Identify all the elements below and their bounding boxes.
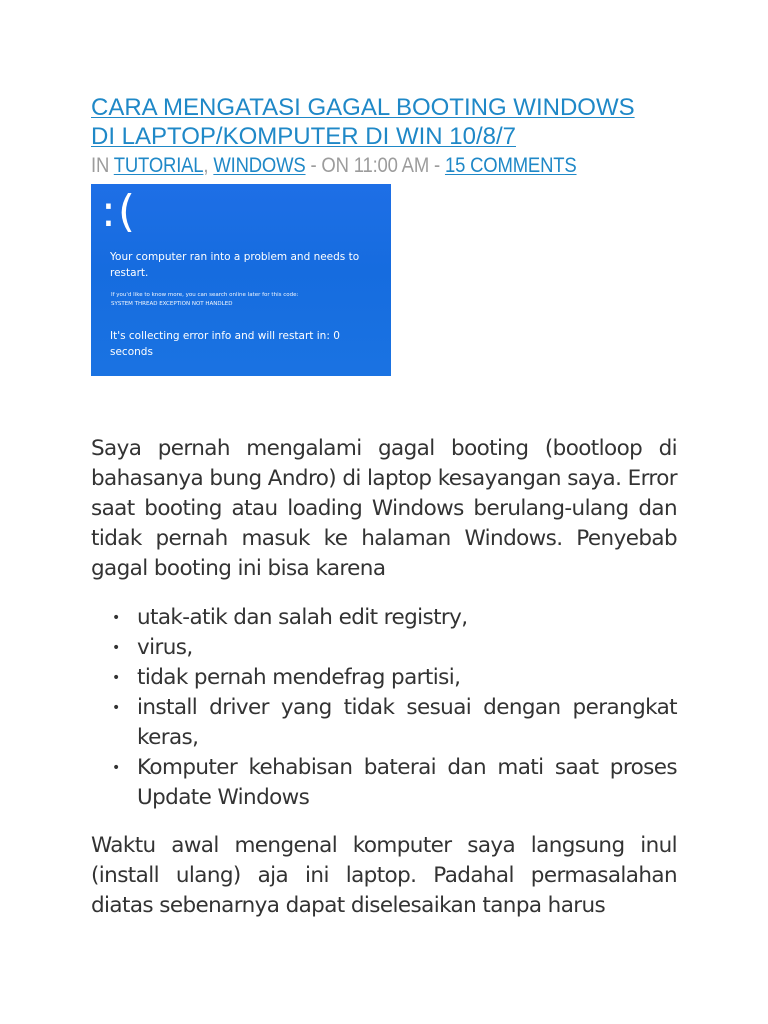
category-link-tutorial[interactable]: TUTORIAL — [113, 154, 204, 177]
post-title-line-2[interactable]: DI LAPTOP/KOMPUTER DI WIN 10/8/7 — [91, 123, 516, 150]
list-item — [91, 603, 677, 633]
bsod-message: Your computer ran into a problem and needs to restart. — [110, 251, 360, 279]
bsod-info-block — [111, 291, 381, 309]
meta-timestamp: - ON 11:00 AM - — [310, 154, 441, 177]
meta-separator: , — [203, 154, 209, 177]
list-item — [91, 663, 677, 693]
list-item-text: virus, — [137, 635, 193, 660]
list-item-text: tidak pernah mendefrag partisi, — [137, 665, 461, 690]
intro-paragraph: Saya pernah mengalami gagal booting (bootloop di bahasanya bung Andro) di laptop kesayangan saya. Error saat booting atau loading Windows berulang-ulang dan tidak pernah masuk ke halaman Windows. Penyebab gagal booting ini bisa karena — [91, 436, 677, 581]
sad-face-icon: :( — [101, 186, 137, 237]
bsod-screenshot-image — [91, 184, 391, 376]
bsod-collecting-text: It's collecting error info and will restart in: 0 seconds — [110, 330, 340, 358]
bullet-icon: • — [112, 700, 120, 716]
list-item — [91, 693, 677, 753]
bsod-stop-code: SYSTEM THREAD EXCEPTION NOT HANDLED — [111, 301, 233, 307]
meta-in-label: IN — [91, 154, 110, 177]
bullet-icon: • — [112, 670, 120, 686]
list-item-text: Komputer kehabisan baterai dan mati saat proses Update Windows — [137, 755, 677, 810]
bullet-icon: • — [112, 640, 120, 656]
list-item — [91, 753, 677, 813]
post-title-line-1[interactable]: CARA MENGATASI GAGAL BOOTING WINDOWS — [91, 94, 635, 121]
post-title[interactable] — [91, 93, 681, 151]
category-link-windows[interactable]: WINDOWS — [213, 154, 306, 177]
second-paragraph: Waktu awal mengenal komputer saya langsung inul (install ulang) aja ini laptop. Padahal permasalahan diatas sebenarnya dapat diselesaikan tanpa harus — [91, 833, 677, 918]
bsod-info-text: If you'd like to know more, you can search online later for this code: — [111, 292, 299, 298]
bullet-icon: • — [112, 760, 120, 776]
comments-link[interactable]: 15 COMMENTS — [444, 154, 577, 177]
list-item — [91, 633, 677, 663]
list-item-text: utak-atik dan salah edit registry, — [137, 605, 468, 630]
bullet-icon: • — [112, 610, 120, 626]
post-meta — [91, 152, 577, 180]
causes-list — [91, 603, 677, 813]
list-item-text: install driver yang tidak sesuai dengan perangkat keras, — [137, 695, 677, 750]
